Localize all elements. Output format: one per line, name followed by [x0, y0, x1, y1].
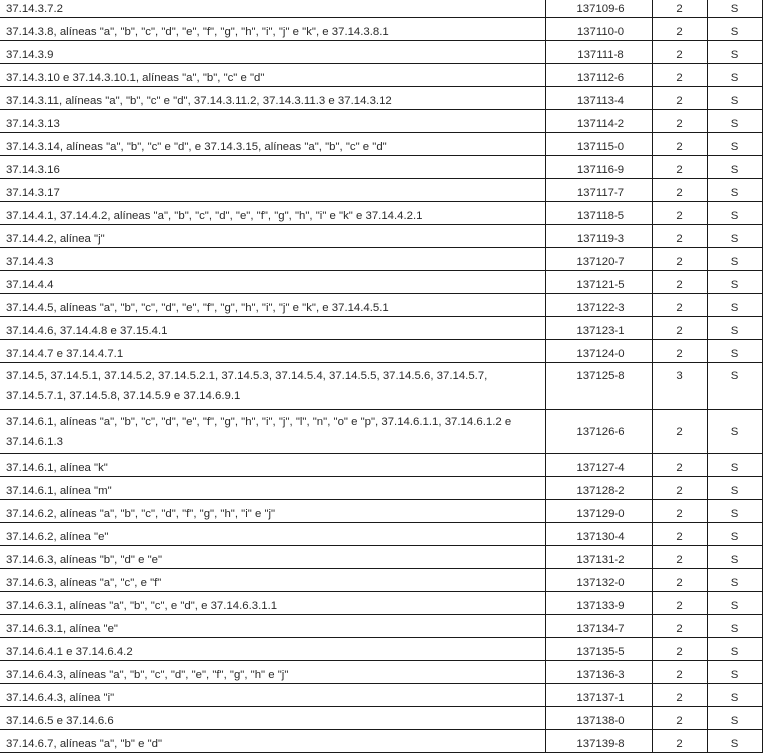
item-reference-cell: 37.14.6.1, alíneas "a", "b", "c", "d", "e", "f", "g", "h", "i", "j", "l", "n", "o" e "p", 37.14.6.1.1, 37.14.6.1.2 e 37.14.6.1.3: [0, 410, 545, 454]
type-cell: S: [707, 523, 762, 546]
infraction-code-cell: 137130-4: [545, 523, 652, 546]
item-reference-cell: 37.14.6.3.1, alínea "e": [0, 615, 545, 638]
item-reference-cell: 37.14.6.3, alíneas "b", "d" e "e": [0, 546, 545, 569]
type-cell: S: [707, 363, 762, 410]
item-reference-cell: 37.14.6.3, alíneas "a", "c", e "f": [0, 569, 545, 592]
table-row: [0, 730, 762, 753]
table-row: [0, 410, 762, 454]
grade-cell: 2: [652, 477, 707, 500]
table-row: [0, 546, 762, 569]
item-reference-cell: 37.14.3.16: [0, 156, 545, 179]
grade-cell: 2: [652, 133, 707, 156]
infraction-code-cell: 137112-6: [545, 64, 652, 87]
table-row: [0, 294, 762, 317]
type-cell: S: [707, 179, 762, 202]
item-reference-cell: 37.14.3.17: [0, 179, 545, 202]
table-row: [0, 661, 762, 684]
table-row: [0, 271, 762, 294]
type-cell: S: [707, 477, 762, 500]
infraction-code-cell: 137133-9: [545, 592, 652, 615]
type-cell: S: [707, 133, 762, 156]
type-cell: S: [707, 340, 762, 363]
type-cell: S: [707, 661, 762, 684]
type-cell: S: [707, 271, 762, 294]
table-row: [0, 638, 762, 661]
infraction-code-cell: 137109-6: [545, 0, 652, 18]
type-cell: S: [707, 500, 762, 523]
table-row: [0, 317, 762, 340]
table-row: [0, 454, 762, 477]
type-cell: S: [707, 156, 762, 179]
table-row: [0, 615, 762, 638]
infraction-code-cell: 137132-0: [545, 569, 652, 592]
grade-cell: 2: [652, 156, 707, 179]
grade-cell: 2: [652, 110, 707, 133]
infraction-code-cell: 137131-2: [545, 546, 652, 569]
item-reference-cell: 37.14.3.9: [0, 41, 545, 64]
item-reference-cell: 37.14.3.10 e 37.14.3.10.1, alíneas "a", "b", "c" e "d": [0, 64, 545, 87]
type-cell: S: [707, 730, 762, 753]
table-row: [0, 248, 762, 271]
table-row: [0, 64, 762, 87]
grade-cell: 2: [652, 340, 707, 363]
grade-cell: 2: [652, 64, 707, 87]
item-reference-cell: 37.14.4.1, 37.14.4.2, alíneas "a", "b", "c", "d", "e", "f", "g", "h", "i" e "k" e 37.14.4.2.1: [0, 202, 545, 225]
grade-cell: 2: [652, 569, 707, 592]
type-cell: S: [707, 569, 762, 592]
item-reference-cell: 37.14.5, 37.14.5.1, 37.14.5.2, 37.14.5.2.1, 37.14.5.3, 37.14.5.4, 37.14.5.5, 37.14.5.6, 37.14.5.7, 37.14.5.7.1, 37.14.5.8, 37.14.5.9 e 37.14.6.9.1: [0, 363, 545, 410]
item-reference-cell: 37.14.4.3: [0, 248, 545, 271]
item-reference-cell: 37.14.4.5, alíneas "a", "b", "c", "d", "e", "f", "g", "h", "i", "j" e "k", e 37.14.4.5.1: [0, 294, 545, 317]
grade-cell: 2: [652, 248, 707, 271]
item-reference-cell: 37.14.4.2, alínea "j": [0, 225, 545, 248]
type-cell: S: [707, 294, 762, 317]
table-row: [0, 41, 762, 64]
item-reference-cell: 37.14.3.11, alíneas "a", "b", "c" e "d", 37.14.3.11.2, 37.14.3.11.3 e 37.14.3.12: [0, 87, 545, 110]
grade-cell: 2: [652, 0, 707, 18]
infraction-code-cell: 137114-2: [545, 110, 652, 133]
item-reference-cell: 37.14.6.5 e 37.14.6.6: [0, 707, 545, 730]
infraction-code-cell: 137122-3: [545, 294, 652, 317]
infraction-code-cell: 137135-5: [545, 638, 652, 661]
infraction-code-cell: 137128-2: [545, 477, 652, 500]
grade-cell: 2: [652, 179, 707, 202]
table-row: [0, 156, 762, 179]
table-row: [0, 18, 762, 41]
grade-cell: 2: [652, 410, 707, 454]
infraction-code-cell: 137115-0: [545, 133, 652, 156]
grade-cell: 2: [652, 271, 707, 294]
item-reference-cell: 37.14.4.6, 37.14.4.8 e 37.15.4.1: [0, 317, 545, 340]
grade-cell: 2: [652, 87, 707, 110]
grade-cell: 2: [652, 661, 707, 684]
grade-cell: 2: [652, 638, 707, 661]
item-reference-cell: 37.14.6.4.1 e 37.14.6.4.2: [0, 638, 545, 661]
grade-cell: 2: [652, 592, 707, 615]
type-cell: S: [707, 615, 762, 638]
grade-cell: 2: [652, 202, 707, 225]
infraction-code-cell: 137117-7: [545, 179, 652, 202]
type-cell: S: [707, 248, 762, 271]
item-reference-cell: 37.14.3.14, alíneas "a", "b", "c" e "d", e 37.14.3.15, alíneas "a", "b", "c" e "d": [0, 133, 545, 156]
table-row: [0, 133, 762, 156]
table-row: [0, 500, 762, 523]
grade-cell: 2: [652, 615, 707, 638]
type-cell: S: [707, 41, 762, 64]
table-row: [0, 477, 762, 500]
item-reference-cell: 37.14.6.2, alíneas "a", "b", "c", "d", "f", "g", "h", "i" e "j": [0, 500, 545, 523]
grade-cell: 2: [652, 18, 707, 41]
infraction-code-cell: 137134-7: [545, 615, 652, 638]
item-reference-cell: 37.14.6.1, alínea "k": [0, 454, 545, 477]
grade-cell: 2: [652, 225, 707, 248]
grade-cell: 2: [652, 454, 707, 477]
table-row: [0, 202, 762, 225]
type-cell: S: [707, 87, 762, 110]
type-cell: S: [707, 684, 762, 707]
type-cell: S: [707, 592, 762, 615]
type-cell: S: [707, 707, 762, 730]
infraction-code-cell: 137123-1: [545, 317, 652, 340]
item-reference-cell: 37.14.6.4.3, alínea "i": [0, 684, 545, 707]
table-row: [0, 225, 762, 248]
type-cell: S: [707, 225, 762, 248]
item-reference-cell: 37.14.3.7.2: [0, 0, 545, 18]
grade-cell: 2: [652, 707, 707, 730]
infraction-code-cell: 137116-9: [545, 156, 652, 179]
grade-cell: 3: [652, 363, 707, 410]
item-reference-cell: 37.14.3.8, alíneas "a", "b", "c", "d", "e", "f", "g", "h", "i", "j" e "k", e 37.14.3.8.1: [0, 18, 545, 41]
table-row: [0, 0, 762, 18]
type-cell: S: [707, 546, 762, 569]
type-cell: S: [707, 638, 762, 661]
table-row: [0, 684, 762, 707]
item-reference-cell: 37.14.3.13: [0, 110, 545, 133]
table-row: [0, 523, 762, 546]
table-row: [0, 363, 762, 410]
infraction-code-cell: 137136-3: [545, 661, 652, 684]
table-row: [0, 592, 762, 615]
type-cell: S: [707, 202, 762, 225]
type-cell: S: [707, 0, 762, 18]
infraction-code-cell: 137121-5: [545, 271, 652, 294]
infraction-code-cell: 137129-0: [545, 500, 652, 523]
type-cell: S: [707, 317, 762, 340]
grade-cell: 2: [652, 317, 707, 340]
item-reference-cell: 37.14.4.7 e 37.14.4.7.1: [0, 340, 545, 363]
infraction-code-cell: 137110-0: [545, 18, 652, 41]
infraction-code-cell: 137118-5: [545, 202, 652, 225]
table-row: [0, 707, 762, 730]
infraction-code-cell: 137124-0: [545, 340, 652, 363]
item-reference-cell: 37.14.6.4.3, alíneas "a", "b", "c", "d", "e", "f", "g", "h" e "j": [0, 661, 545, 684]
infraction-code-cell: 137126-6: [545, 410, 652, 454]
table-row: [0, 87, 762, 110]
type-cell: S: [707, 18, 762, 41]
grade-cell: 2: [652, 500, 707, 523]
table-row: [0, 569, 762, 592]
infraction-code-cell: 137119-3: [545, 225, 652, 248]
item-reference-cell: 37.14.6.1, alínea "m": [0, 477, 545, 500]
table-row: [0, 110, 762, 133]
type-cell: S: [707, 410, 762, 454]
grade-cell: 2: [652, 294, 707, 317]
infraction-code-cell: 137138-0: [545, 707, 652, 730]
infraction-code-cell: 137120-7: [545, 248, 652, 271]
item-reference-cell: 37.14.6.7, alíneas "a", "b" e "d": [0, 730, 545, 753]
type-cell: S: [707, 64, 762, 87]
table-row: [0, 340, 762, 363]
infraction-code-cell: 137113-4: [545, 87, 652, 110]
grade-cell: 2: [652, 523, 707, 546]
infraction-code-cell: 137111-8: [545, 41, 652, 64]
grade-cell: 2: [652, 41, 707, 64]
grade-cell: 2: [652, 546, 707, 569]
grade-cell: 2: [652, 684, 707, 707]
infraction-code-cell: 137125-8: [545, 363, 652, 410]
grade-cell: 2: [652, 730, 707, 753]
table-row: [0, 179, 762, 202]
infraction-code-cell: 137139-8: [545, 730, 652, 753]
item-reference-cell: 37.14.4.4: [0, 271, 545, 294]
infraction-code-cell: 137137-1: [545, 684, 652, 707]
item-reference-cell: 37.14.6.2, alínea "e": [0, 523, 545, 546]
type-cell: S: [707, 110, 762, 133]
type-cell: S: [707, 454, 762, 477]
infraction-code-cell: 137127-4: [545, 454, 652, 477]
item-reference-cell: 37.14.6.3.1, alíneas "a", "b", "c", e "d", e 37.14.6.3.1.1: [0, 592, 545, 615]
